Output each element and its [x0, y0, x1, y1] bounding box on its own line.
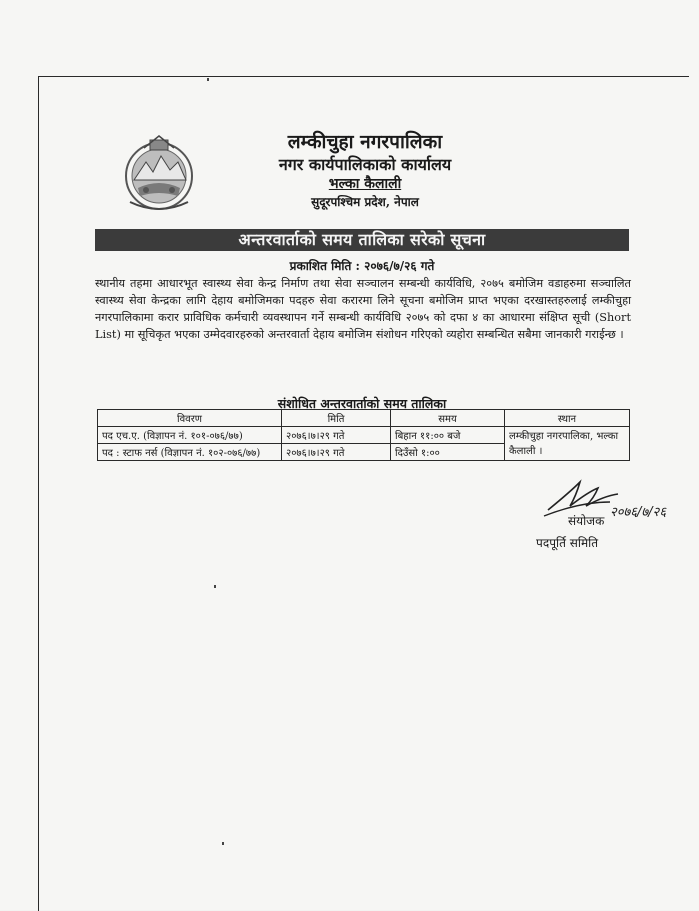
office-location: भल्का कैलाली: [328, 176, 402, 192]
schedule-title: संशोधित अन्तरवार्ताको समय तालिका: [277, 396, 447, 411]
column-header: समय: [391, 410, 505, 427]
table-row: [98, 427, 630, 444]
scan-speck: [214, 585, 216, 588]
office-header: [215, 130, 515, 210]
scan-speck: [207, 78, 209, 81]
province-name: सुदूरपश्चिम प्रदेश, नेपाल: [311, 195, 419, 209]
column-header: मिति: [282, 410, 391, 427]
column-header: स्थान: [505, 410, 630, 427]
interview-time: बिहान ११:०० बजे: [391, 427, 505, 444]
interview-venue: लम्कीचुहा नगरपालिका, भल्का कैलाली ।: [505, 427, 630, 461]
scan-speck: [222, 842, 224, 845]
office-name: नगर कार्यपालिकाको कार्यालय: [278, 155, 452, 174]
table-header-row: [98, 410, 630, 427]
column-header: विवरण: [98, 410, 282, 427]
post-description: पद : स्टाफ नर्स (विज्ञापन नं. १०२-०७६/७७): [98, 444, 282, 461]
committee-name: पदपूर्ति समिति: [536, 536, 599, 550]
municipality-name: लम्कीचुहा नगरपालिका: [287, 131, 443, 153]
handwritten-signature: [540, 472, 690, 524]
signatory-title: संयोजक: [568, 514, 605, 528]
nepal-emblem-icon: [120, 132, 198, 216]
notice-body: स्थानीय तहमा आधारभूत स्वास्थ्य सेवा केन्द्र निर्माण तथा सेवा सञ्चालन सम्बन्धी कार्यविधि, २०७५ बमोजिम वडाहरुमा सञ्चालित स्वास्थ्य सेवा केन्द्रका लागि देहाय बमोजिमका पदहरु सेवा करारमा लिने सूचना बमोजिम प्राप्त भएका दरखास्तहरुलाई लम्कीचुहा नगरपालिकामा करार प्राविधिक कर्मचारी व्यवस्थापन गर्ने सम्बन्धी कार्यविधि २०७५ को दफा ४ का आधारमा संक्षिप्त सूची (Short List) मा सूचिकृत भएका उम्मेदवारहरुको अन्तरवार्ता देहाय बमोजिम संशोधन गरिएको व्यहोरा सम्बन्धित सबैमा जानकारी गराईन्छ ।: [95, 277, 631, 341]
post-description: पद एच.ए. (विज्ञापन नं. १०१-०७६/७७): [98, 427, 282, 444]
handwritten-date: २०७६/७/२६: [610, 505, 667, 520]
interview-date: २०७६।७।२९ गते: [282, 427, 391, 444]
published-date: प्रकाशित मिति : २०७६/७/२६ गते: [289, 259, 435, 273]
interview-time: दिउँसो १:००: [391, 444, 505, 461]
notice-title-banner: अन्तरवार्ताको समय तालिका सरेको सूचना: [95, 229, 629, 251]
interview-date: २०७६।७।२९ गते: [282, 444, 391, 461]
interview-schedule-table: [97, 409, 630, 461]
